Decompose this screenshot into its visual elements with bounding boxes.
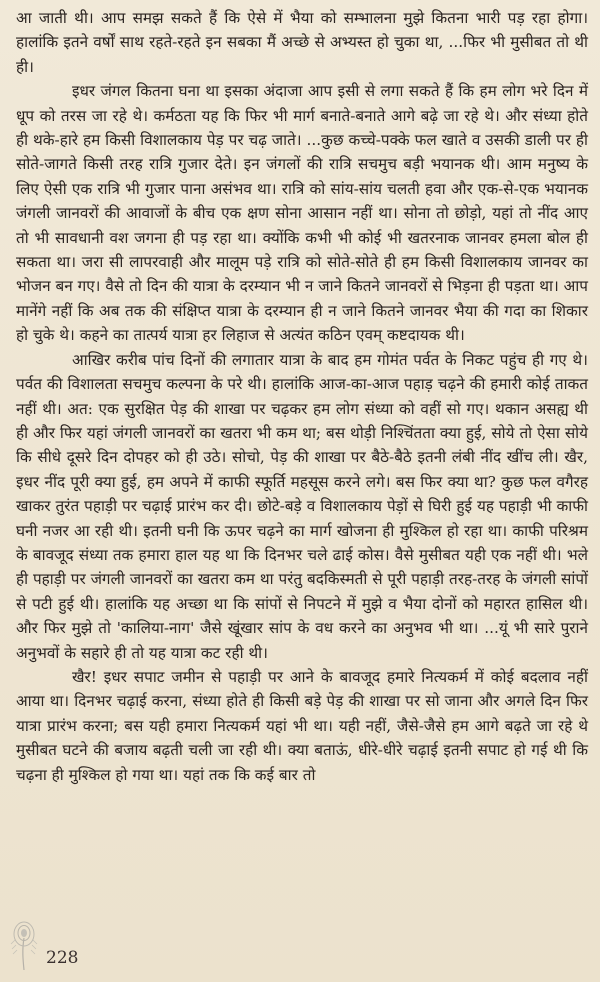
paragraph-4: खैर! इधर सपाट जमीन से पहाड़ी पर आने के बावजूद हमारे नित्यकर्म में कोई बदलाव नहीं आया था। दिनभर चढ़ाई करना, संध्या होते ही किसी बड़े पेड़ की शाखा पर सो जाना और अगले दिन फिर यात्रा प्रारंभ करना; बस यही हमारा नित्यकर्म यहां भी था। यही नहीं, जैसे-जैसे हम आगे बढ़ते जा रहे थे मुसीबत घटने की बजाय बढ़ती चली जा रही थी। क्या बताऊं, धीरे-धीरे चढ़ाई इतनी सपाट हो गई थी कि चढ़ना ही मुश्किल हो गया था। यहां तक कि कई बार तो <box>16 667 588 784</box>
paragraph-1: आ जाती थी। आप समझ सकते हैं कि ऐसे में भैया को सम्भालना मुझे कितना भारी पड़ रहा होगा। हालांकि इतने वर्षों साथ रहते-रहते इन सबका मैं अच्छे से अभ्यस्त हो चुका था, ...फिर भी मुसीबत तो थी ही। <box>16 9 588 76</box>
paragraph-3: आखिर करीब पांच दिनों की लगातार यात्रा के बाद हम गोमंत पर्वत के निकट पहुंच ही गए थे। पर्वत की विशालता सचमुच कल्पना के परे थी। हालांकि आज-का-आज पहाड़ चढ़ने की हमारी कोई ताकत नहीं थी। अत: एक सुरक्षित पेड़ की शाखा पर चढ़कर हम लोग संध्या को वहीं सो गए। थकान असह्य थी ही और फिर यहां जंगली जानवरों का खतरा भी कम था; बस थोड़ी निश्चिंतता क्या हुई, सोये तो ऐसा सोये कि सीधे दूसरे दिन दोपहर को ही उठे। सोचो, पेड़ की शाखा पर बैठे-बैठे इतनी लंबी नींद खींच ली। खैर, इधर नींद पूरी क्या हुई, हम अपने में काफी स्फूर्ति महसूस करने लगे। बस फिर क्या था? कुछ फल वगैरह खाकर तुरंत पहाड़ी पर चढ़ाई प्रारंभ कर दी। छोटे-बड़े व विशालकाय पेड़ों से घिरी हुई यह पहाड़ी भी काफी घनी नजर आ रही थी। इतनी घनी कि ऊपर चढ़ने का मार्ग खोजना ही मुश्किल हो रहा था। काफी परिश्रम के बावजूद संध्या तक हमारा हाल यह था कि दिनभर चले ढाई कोस। वैसे मुसीबत यही एक नहीं थी। भले ही पहाड़ी पर जंगली जानवरों का खतरा कम था परंतु बदकिस्मती से पूरी पहाड़ी तरह-तरह के जंगली सांपों से पटी हुई थी। हालांकि यह अच्छा था कि सांपों से निपटने में मुझे व भैया दोनों को महारत हासिल थी। और फिर मुझे तो 'कालिया-नाग' जैसे खूंखार सांप के वध करने का अनुभव भी था। ...यूं भी सारे पुराने अनुभवों के सहारे ही तो यह यात्रा कट रही थी। <box>16 350 588 662</box>
page-footer <box>8 920 78 972</box>
page-number: 228 <box>46 948 79 968</box>
peacock-feather-icon <box>8 920 40 972</box>
paragraph-2: इधर जंगल कितना घना था इसका अंदाजा आप इसी से लगा सकते हैं कि हम लोग भरे दिन में धूप को तरस जा रहे थे। कर्मठता यह कि फिर भी मार्ग बनाते-बनाते आगे बढ़े जा रहे थे। और संध्या होते ही थके-हारे हम किसी विशालकाय पेड़ पर चढ़ जाते। ...कुछ कच्चे-पक्के फल खाते व उसकी डाली पर ही सोते-जागते किसी तरह रात्रि गुजार देते। इन जंगलों की रात्रि सचमुच बड़ी भयानक थी। आम मनुष्य के लिए ऐसी एक रात्रि भी गुजार पाना असंभव था। रात्रि को सांय-सांय चलती हवा और एक-से-एक भयानक जंगली जानवरों की आवाजों के बीच एक क्षण सोना आसान नहीं था। सोना तो छोड़ो, यहां तो नींद आए तो भी सावधानी वश जगना ही पड़ रहा था। क्योंकि कभी भी कोई भी खतरनाक जानवर हमला बोल ही सकता था। जरा सी लापरवाही और मालूम पड़े रात्रि को सोते-सोते ही हम किसी विशालकाय जानवर का भोजन बन गए। वैसे तो दिन की यात्रा के दरम्यान भी न जाने कितने जानवरों से भिड़ना ही पड़ता था। आप मानेंगे नहीं कि अब तक की संक्षिप्त यात्रा के दरम्यान ही न जाने कितने जानवर भैया की गदा का शिकार हो चुके थे। कहने का तात्पर्य यात्रा हर लिहाज से अत्यंत कठिन एवम् कष्टदायक थी। <box>16 82 588 345</box>
body-text <box>16 6 588 787</box>
